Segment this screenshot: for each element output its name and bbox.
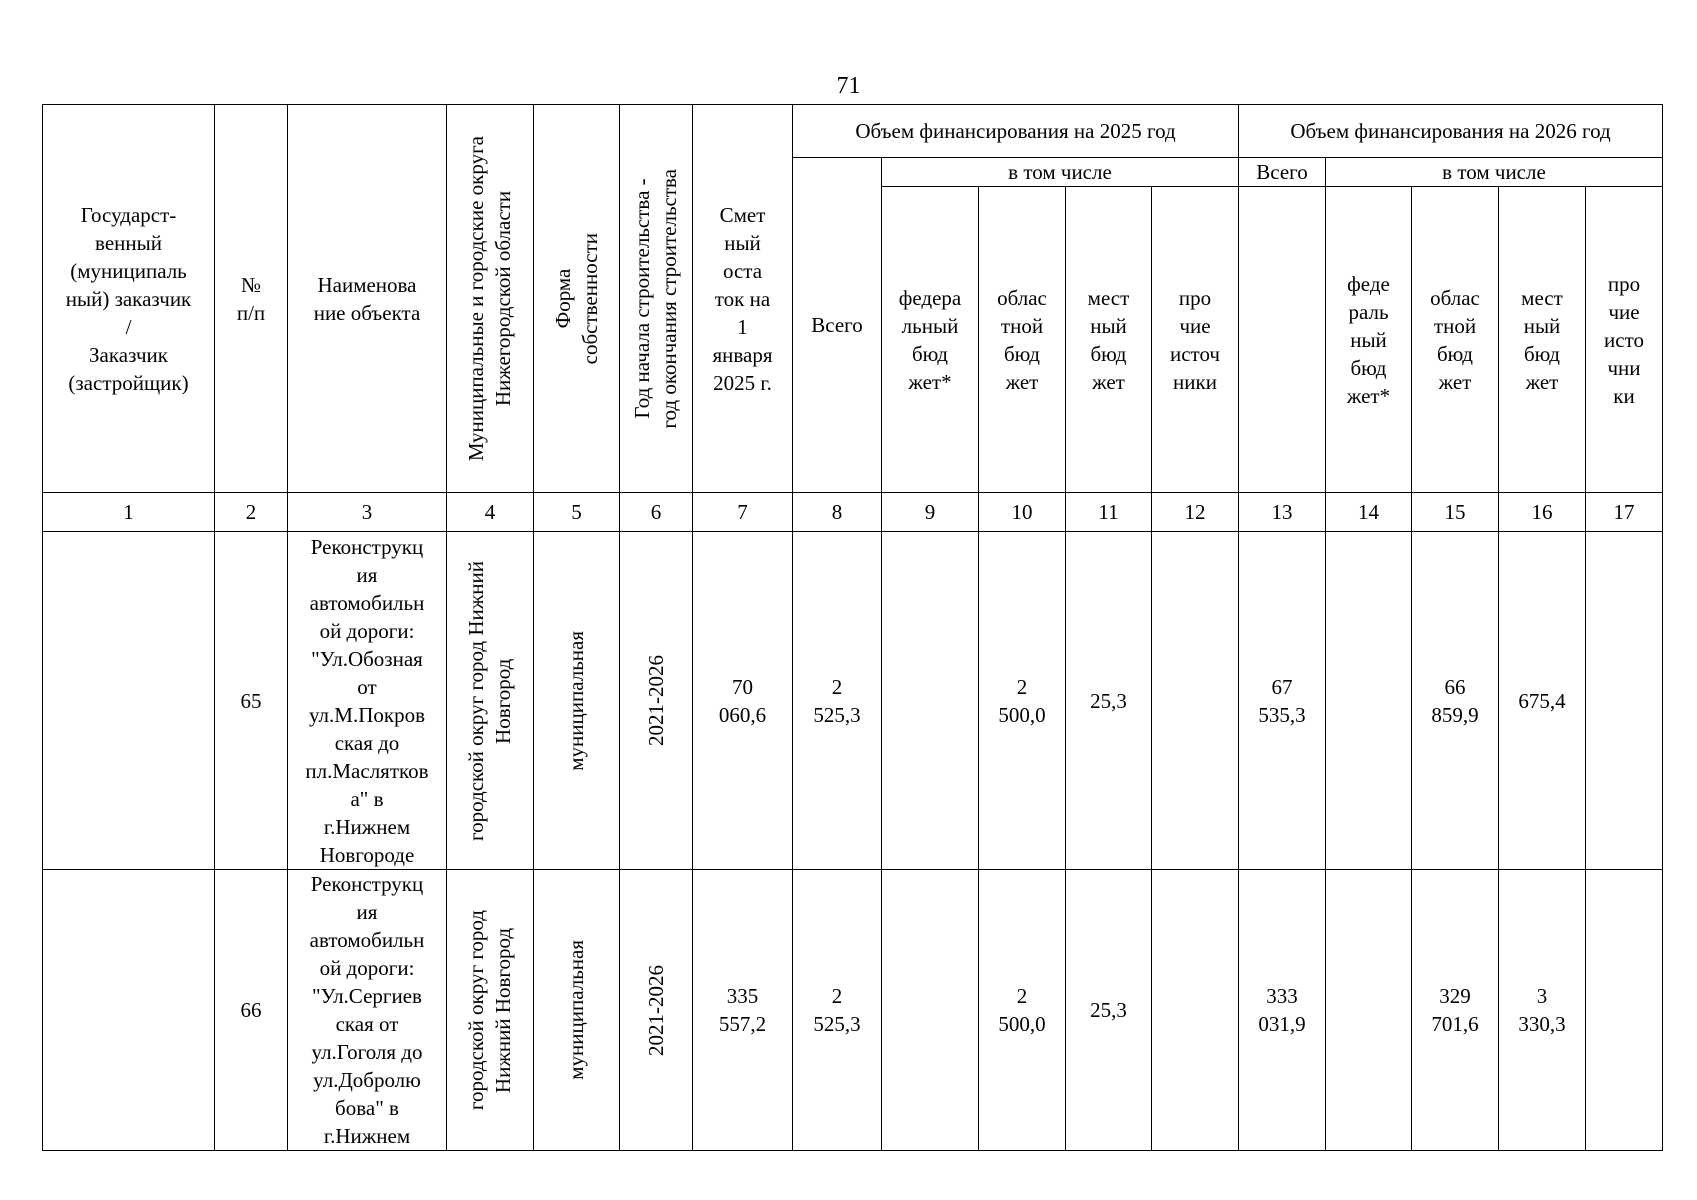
column-number: 6 [620, 493, 693, 532]
column-number: 3 [288, 493, 447, 532]
table-row [43, 532, 1663, 870]
cell-estimate: 70 060,6 [693, 532, 793, 870]
cell-estimate: 335 557,2 [693, 870, 793, 1151]
column-number: 8 [793, 493, 882, 532]
cell-regional-2026: 66 859,9 [1412, 532, 1499, 870]
header-years: Год начала строительства - год окончания строительства [620, 105, 693, 493]
header-local-2025: мест ный бюд жет [1066, 187, 1152, 493]
column-number: 1 [43, 493, 215, 532]
header-regional-2026: облас тной бюд жет [1412, 187, 1499, 493]
header-total-2026: Всего [1239, 158, 1326, 187]
cell-local-2026: 675,4 [1499, 532, 1586, 870]
cell-federal-2025 [882, 870, 979, 1151]
cell-other-2025 [1152, 870, 1239, 1151]
header-funding-2026: Объем финансирования на 2026 год [1239, 105, 1663, 158]
column-number: 15 [1412, 493, 1499, 532]
cell-local-2026: 3 330,3 [1499, 870, 1586, 1151]
header-municipality: Муниципальные и городские округа Нижегородской области [447, 105, 534, 493]
page-number: 71 [836, 73, 861, 99]
cell-num: 65 [215, 532, 288, 870]
column-number: 17 [1586, 493, 1663, 532]
cell-ownership: муниципальная [534, 870, 620, 1151]
header-other-2026: про чие исто чни ки [1586, 187, 1663, 493]
cell-customer [43, 870, 215, 1151]
cell-other-2025 [1152, 532, 1239, 870]
header-object-name: Наименова ние объекта [288, 105, 447, 493]
header-federal-2025: федера льный бюд жет* [882, 187, 979, 493]
cell-federal-2026 [1326, 870, 1412, 1151]
header-funding-2025: Объем финансирования на 2025 год [793, 105, 1239, 158]
column-number: 16 [1499, 493, 1586, 532]
cell-total-2026: 333 031,9 [1239, 870, 1326, 1151]
table-row [43, 870, 1663, 1151]
cell-years: 2021-2026 [620, 532, 693, 870]
column-number: 14 [1326, 493, 1412, 532]
cell-years: 2021-2026 [620, 870, 693, 1151]
cell-customer [43, 532, 215, 870]
cell-total-2026: 67 535,3 [1239, 532, 1326, 870]
header-estimate: Смет ный оста ток на 1 января 2025 г. [693, 105, 793, 493]
cell-local-2025: 25,3 [1066, 532, 1152, 870]
cell-regional-2026: 329 701,6 [1412, 870, 1499, 1151]
cell-other-2026 [1586, 870, 1663, 1151]
cell-ownership: муниципальная [534, 532, 620, 870]
header-total-2026-blank [1239, 187, 1326, 493]
cell-total-2025: 2 525,3 [793, 870, 882, 1151]
header-num: № п/п [215, 105, 288, 493]
header-other-2025: про чие источ ники [1152, 187, 1239, 493]
cell-total-2025: 2 525,3 [793, 532, 882, 870]
cell-federal-2026 [1326, 532, 1412, 870]
cell-other-2026 [1586, 532, 1663, 870]
header-ownership: Форма собственности [534, 105, 620, 493]
column-number: 12 [1152, 493, 1239, 532]
cell-object-name: Реконструкц ия автомобильн ой дороги: "Ул.Обозная от ул.М.Покров ская до пл.Маслятков а" в г.Нижнем Новгороде [288, 532, 447, 870]
cell-regional-2025: 2 500,0 [979, 532, 1066, 870]
column-number: 5 [534, 493, 620, 532]
column-number: 9 [882, 493, 979, 532]
column-number-row [43, 493, 1663, 532]
column-number: 10 [979, 493, 1066, 532]
header-including-2025: в том числе [882, 158, 1239, 187]
cell-municipality: городской округ город Нижний Новгород [447, 870, 534, 1151]
header-federal-2026: феде раль ный бюд жет* [1326, 187, 1412, 493]
column-number: 4 [447, 493, 534, 532]
column-number: 11 [1066, 493, 1152, 532]
cell-local-2025: 25,3 [1066, 870, 1152, 1151]
column-number: 2 [215, 493, 288, 532]
column-number: 7 [693, 493, 793, 532]
financing-table [42, 104, 1663, 1151]
header-local-2026: мест ный бюд жет [1499, 187, 1586, 493]
header-including-2026: в том числе [1326, 158, 1663, 187]
column-number: 13 [1239, 493, 1326, 532]
cell-municipality: городской округ город Нижний Новгород [447, 532, 534, 870]
header-regional-2025: облас тной бюд жет [979, 187, 1066, 493]
cell-num: 66 [215, 870, 288, 1151]
cell-regional-2025: 2 500,0 [979, 870, 1066, 1151]
cell-object-name: Реконструкц ия автомобильн ой дороги: "Ул.Сергиев ская от ул.Гоголя до ул.Добролю бова" в г.Нижнем [288, 870, 447, 1151]
cell-federal-2025 [882, 532, 979, 870]
header-customer: Государст- венный (муниципаль ный) заказчик / Заказчик (застройщик) [43, 105, 215, 493]
header-total-2025: Всего [793, 158, 882, 493]
